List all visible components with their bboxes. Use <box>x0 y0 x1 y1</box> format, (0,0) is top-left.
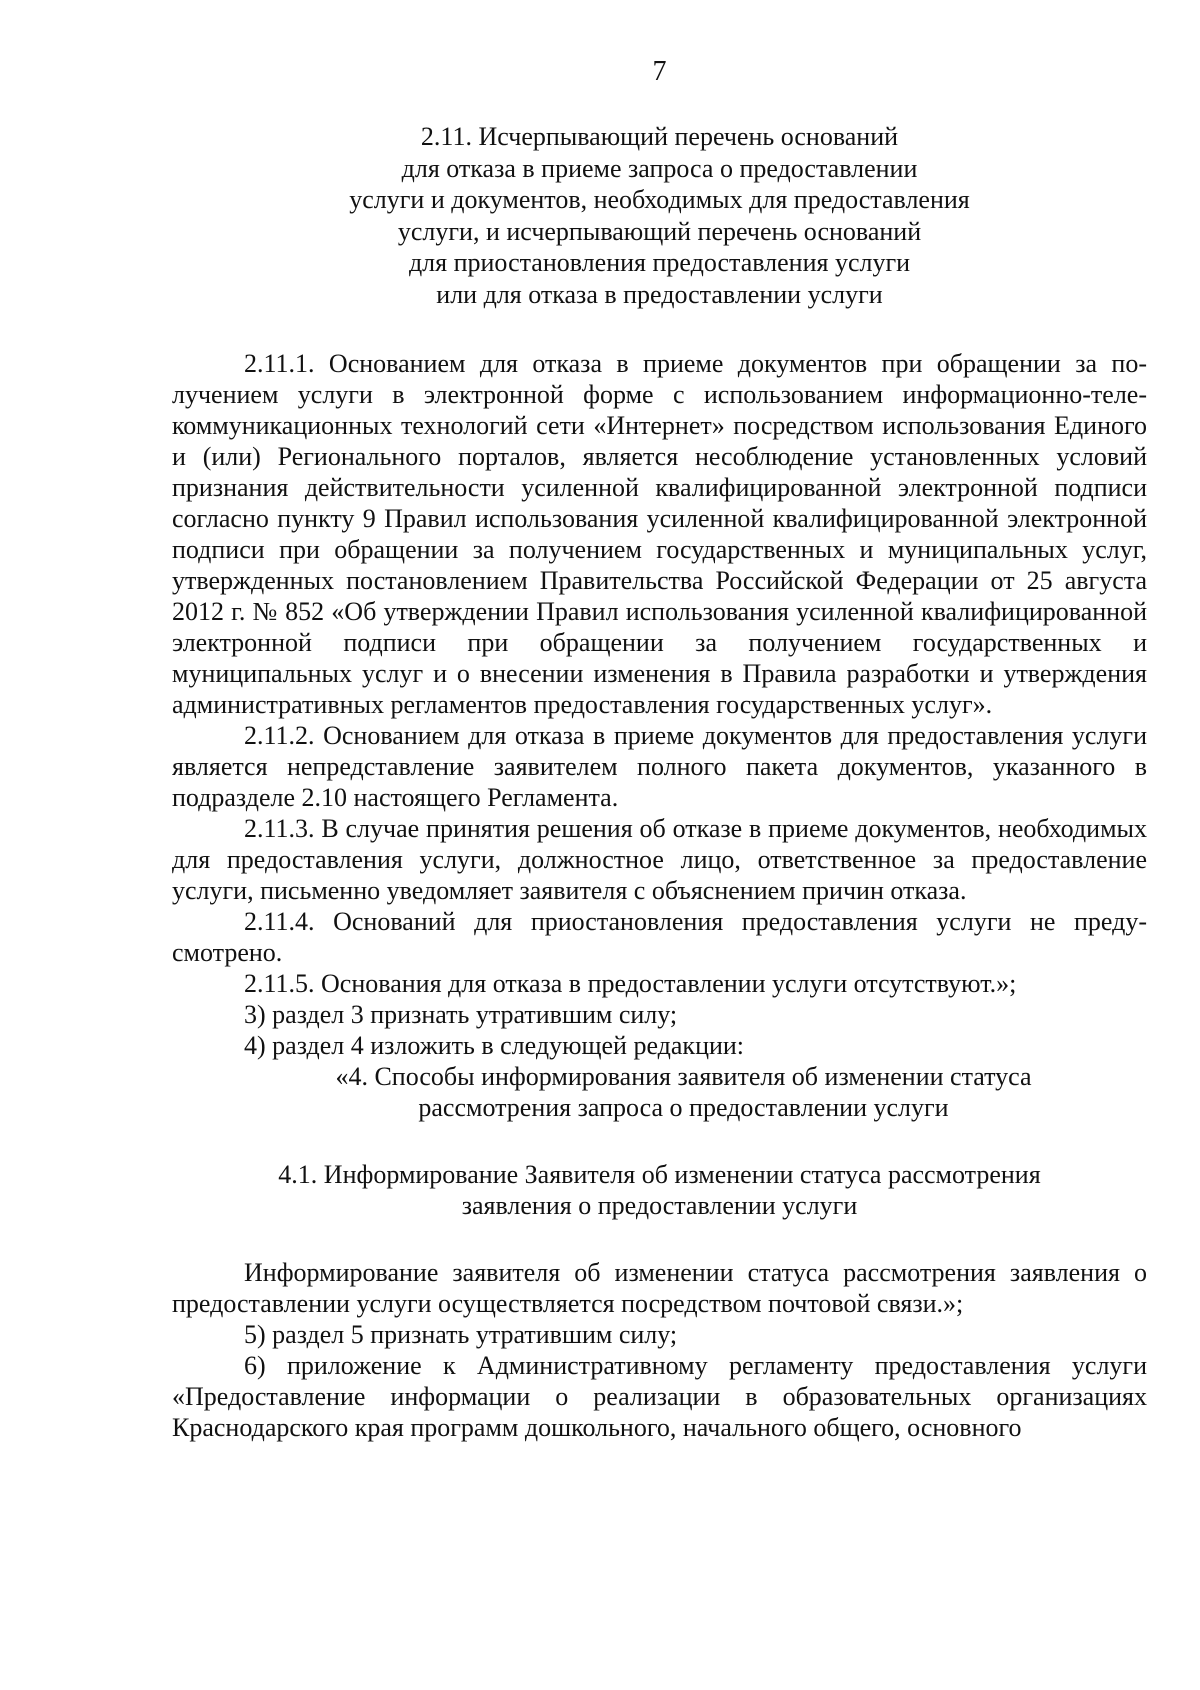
paragraph-2-11-3: 2.11.3. В случае принятия решения об отказе в приеме документов, необходимых для предоставления услуги, должностное лицо, ответственное за предоставление услуги, письменно уведомляет заявителя с объяснением причин отказа. <box>172 814 1147 905</box>
heading-line: 4.1. Информирование Заявителя об изменении статуса рассмотрения <box>278 1160 1041 1189</box>
heading-line: услуги и документов, необходимых для предоставления <box>349 185 970 214</box>
list-item-5: 5) раздел 5 признать утратившим силу; <box>244 1320 678 1349</box>
heading-line: 2.11. Исчерпывающий перечень оснований <box>420 122 899 151</box>
heading-line: «4. Способы информирования заявителя об изменении статуса <box>335 1062 1032 1091</box>
paragraph-2-11-4: 2.11.4. Оснований для приостановления предоставления услуги не предусмотрено. <box>172 907 1147 967</box>
heading-line: услуги, и исчерпывающий перечень оснований <box>397 216 922 246</box>
paragraph-2-11-1: 2.11.1. Основанием для отказа в приеме документов при обращении за получением услуги в электронной форме с использованием информационно-телекоммуникационных технологий сети «Интернет» посредством использования Единого и (или) Регионального порталов, является несоблюдение установленных условий признания действительности усиленной квалифицированной электронной подписи согласно пункту 9 Правил использования усиленной квалифицированной электронной подписи при обращении за получением государственных и муниципальных услуг, утвержденных постановлением Правительства Российской Федерации от 25 августа 2012 г. № 852 «Об утверждении Правил использования усиленной квалифицированной электронной подписи при обращении за получением государственных и муниципальных услуг и о внесении изменения в Правила разработки и утверждения административных регламентов предоставления государственных услуг». <box>172 349 1147 719</box>
section-heading-2-11 <box>172 121 1147 310</box>
paragraph-4-1: Информирование заявителя об изменении статуса рассмотрения заявления о предоставлении услуги осуществляется посредством почтовой связи.»; <box>172 1258 1147 1318</box>
paragraph-2-11-2: 2.11.2. Основанием для отказа в приеме документов для предоставления услуги является непредставление заявителем полного пакета документов, указанного в подразделе 2.10 настоящего Регламента. <box>172 721 1147 812</box>
spacer <box>172 1123 1147 1159</box>
spacer <box>172 310 1147 348</box>
heading-line: для отказа в приеме запроса о предоставлении <box>401 153 918 183</box>
section-heading-4-1 <box>172 1159 1147 1221</box>
heading-line: заявления о предоставлении услуги <box>461 1191 858 1220</box>
list-item-4: 4) раздел 4 изложить в следующей редакции: <box>244 1031 745 1060</box>
heading-line: рассмотрения запроса о предоставлении услуги <box>418 1093 949 1122</box>
page-number: 7 <box>652 56 667 87</box>
list-item-6: 6) приложение к Административному регламенту предоставления услуги «Предоставление информации о реализации в образовательных организациях Краснодарского края программ дошкольного, начального общего, основного <box>172 1351 1147 1442</box>
paragraph-2-11-5: 2.11.5. Основания для отказа в предоставлении услуги отсутствуют.»; <box>244 969 1017 998</box>
heading-line: или для отказа в предоставлении услуги <box>436 279 883 309</box>
section-heading-4 <box>172 1061 1147 1123</box>
heading-line: для приостановления предоставления услуги <box>408 248 911 277</box>
list-item-3: 3) раздел 3 признать утратившим силу; <box>244 1000 678 1029</box>
spacer <box>172 1221 1147 1257</box>
